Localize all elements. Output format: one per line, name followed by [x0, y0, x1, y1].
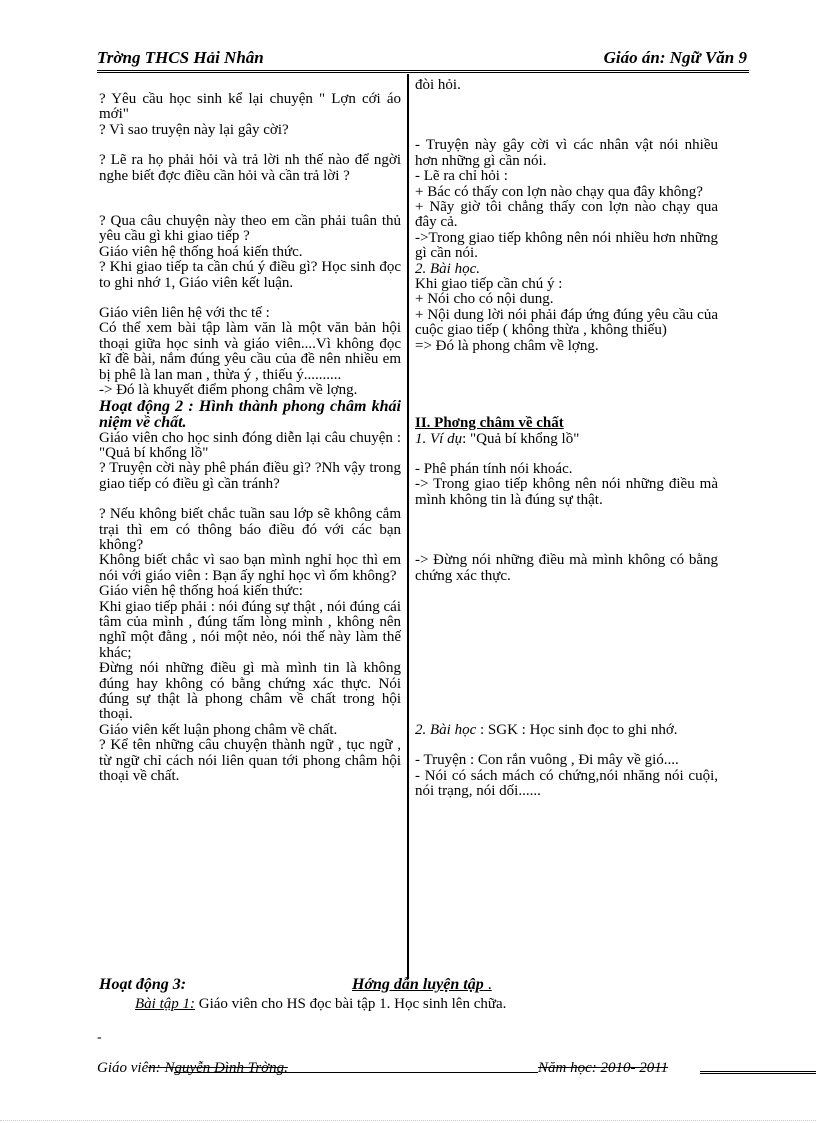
left-text: Giáo viên hệ thống hoá kiến thức:: [99, 583, 303, 600]
dash-mark: -: [97, 1030, 102, 1045]
right-text: - Nói có sách mách có chứng,nói nhăng nói cuội, nói trạng, nói dối......: [415, 767, 718, 800]
activity-2-heading: Hoạt động 2 : Hình thành phong châm khái niệm về chất.: [99, 397, 401, 431]
activity-3-label: Hoạt động 3:: [99, 976, 187, 993]
right-text: -> Trong giao tiếp không nên nói những điều mà mình không tin là đúng sự thật.: [415, 476, 718, 508]
left-text: ? Khi giao tiếp ta cần chú ý điều gì? Học sinh đọc to ghi nhớ 1, Giáo viên kết luận.: [99, 259, 401, 291]
left-text: ? Truyện cời này phê phán điều gì? ?Nh vậy trong giao tiếp có điều gì cần tránh?: [99, 460, 401, 492]
practice-guide-text: Hớng dẫn luyện tập: [352, 976, 484, 993]
footer-teacher: [97, 1060, 288, 1077]
example-line: [415, 432, 718, 447]
exercise-text: Giáo viên cho HS đọc bài tập 1. Học sinh lên chữa.: [195, 996, 507, 1012]
subject-title: Giáo án: Ngữ Văn 9: [603, 48, 747, 67]
left-column: [99, 92, 401, 784]
right-text: + Nãy giờ tôi chẳng thấy con lợn nào chạy qua đây cả.: [415, 199, 718, 231]
right-text: đòi hỏi.: [415, 77, 461, 93]
lesson-line: [415, 723, 718, 738]
right-text: + Nói cho có nội dung.: [415, 291, 554, 308]
left-text: ? Lẽ ra họ phải hỏi và trả lời nh thế nào để ngời nghe biết đợc điều cần hỏi và cần trả lời ?: [99, 152, 401, 184]
right-text: + Bác có thấy con lợn nào chạy qua đây không?: [415, 183, 703, 200]
lesson-label: 2. Bài học: [415, 721, 477, 738]
left-text: Giáo viên cho học sinh đóng diễn lại câu chuyện : "Quả bí khổng lồ": [99, 429, 401, 461]
left-text: Khi giao tiếp phải : nói đúng sự thật , nói đúng cái tâm của mình , đúng tấm lòng mình , không nên nghĩ một đằng , nói một nẻo, nói thế này làm thế khác;: [99, 598, 401, 661]
left-text: Giáo viên liên hệ với thc tế :: [99, 305, 270, 322]
school-name: Trờng THCS Hải Nhân: [97, 48, 264, 67]
right-text: -> Đừng nói những điều mà mình không có bằng chứng xác thực.: [415, 552, 718, 584]
page-header: [97, 48, 747, 70]
left-text: ? Nếu không biết chắc tuần sau lớp sẽ không cắm trại thì em có thông báo điều đó với các bạn không?: [99, 506, 401, 553]
practice-guide-heading: [352, 976, 492, 994]
page-edge: [0, 1120, 816, 1121]
footer-rule: [410, 1072, 538, 1073]
column-divider: [407, 74, 409, 979]
example-text: : "Quả bí khổng lồ": [462, 430, 580, 447]
section-2-heading: II. Phơng châm về chất: [415, 415, 564, 432]
left-text: ? Kể tên những câu chuyện thành ngữ , tục ngữ , từ ngữ chỉ cách nói liên quan tới phong châm hội thoại về chất.: [99, 737, 401, 785]
footer-rule: [700, 1071, 816, 1074]
lesson-heading: 2. Bài học.: [415, 260, 480, 277]
right-text: - Phê phán tính nói khoác.: [415, 460, 573, 477]
footer-year: Năm học: 2010- 2011: [538, 1060, 669, 1076]
right-text: - Truyện : Con rắn vuông , Đi mây về gió....: [415, 752, 679, 769]
right-text: - Truyện này gây cời vì các nhân vật nói nhiều hơn những gì cần nói.: [415, 137, 718, 169]
right-text: + Nội dung lời nói phải đáp ứng đúng yêu cầu của cuộc giao tiếp ( không thừa , không thiếu): [415, 306, 718, 339]
left-text: Có thể xem bài tập làm văn là một văn bản hội thoại giữa học sinh và giáo viên....Vì không đọc kĩ đề bài, nắm đúng yêu cầu của đề nên nhiều em bị phê là lan man , thừa ý , thiếu ý..........: [99, 320, 401, 383]
right-text: ->Trong giao tiếp không nên nói nhiều hơn những gì cần nói.: [415, 229, 718, 262]
left-text: -> Đó là khuyết điểm phong châm về lợng.: [99, 382, 358, 399]
left-text: ? Vì sao truyện này lại gây cời?: [99, 121, 289, 138]
left-text: Giáo viên kết luận phong châm về chất.: [99, 721, 338, 738]
right-column: [415, 78, 718, 800]
exercise-label: Bài tập 1:: [135, 996, 195, 1012]
right-text: - Lẽ ra chỉ hỏi :: [415, 168, 508, 185]
practice-guide-dot: .: [483, 976, 492, 993]
teacher-name: n: Nguyễn Đình Trờng.: [148, 1060, 288, 1076]
left-text: Giáo viên hệ thống hoá kiến thức.: [99, 243, 303, 260]
footer-rule: [174, 1072, 410, 1073]
left-text: Đừng nói những điều gì mà mình tin là không đúng hay không có bằng chứng xác thực. Nói đúng sự thật là phong châm về chất trong hội thoại.: [99, 660, 401, 723]
lesson-text: : SGK : Học sinh đọc to ghi nhớ.: [476, 721, 678, 738]
right-text: => Đó là phong châm về lợng.: [415, 337, 599, 354]
left-text: ? Qua câu chuyện này theo em cần phải tuân thủ yêu cầu gì khi giao tiếp ?: [99, 213, 401, 245]
header-divider: [97, 70, 749, 73]
exercise-1: [135, 996, 506, 1013]
example-label: 1. Ví dụ: [415, 430, 463, 447]
right-text: Khi giao tiếp cần chú ý :: [415, 276, 563, 293]
teacher-label: Giáo viê: [97, 1060, 149, 1076]
left-text: ? Yêu cầu học sinh kể lại chuyện " Lợn cới áo mới": [99, 91, 401, 123]
left-text: Không biết chắc vì sao bạn mình nghỉ học thì em nói với giáo viên : Bạn ấy nghỉ học vì ốm không?: [99, 552, 401, 584]
